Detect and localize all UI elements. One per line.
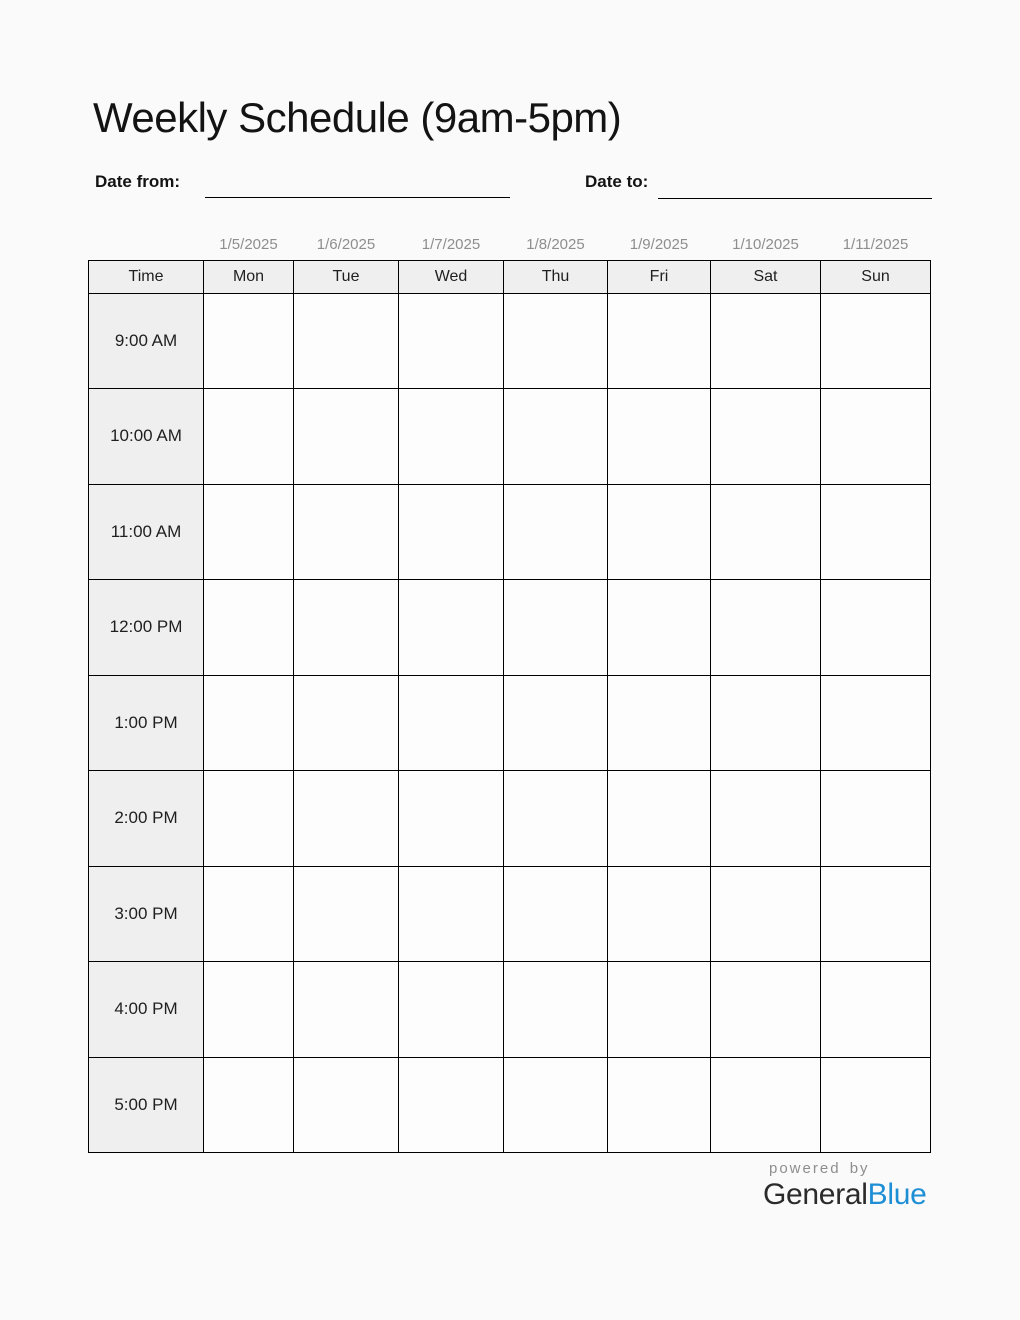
schedule-cell-sun[interactable] — [821, 1057, 931, 1153]
day-header-mon: Mon — [204, 260, 294, 293]
time-slot-label: 9:00 AM — [89, 293, 204, 389]
time-slot-label: 10:00 AM — [89, 389, 204, 485]
schedule-cell-mon[interactable] — [204, 1057, 294, 1153]
schedule-cell-wed[interactable] — [399, 293, 504, 389]
schedule-cell-thu[interactable] — [504, 389, 608, 485]
schedule-cell-wed[interactable] — [399, 962, 504, 1058]
date-from-label: Date from: — [95, 172, 181, 191]
schedule-cell-sun[interactable] — [821, 484, 931, 580]
schedule-cell-thu[interactable] — [504, 293, 608, 389]
schedule-cell-sun[interactable] — [821, 580, 931, 676]
schedule-cell-fri[interactable] — [608, 771, 711, 867]
schedule-cell-fri[interactable] — [608, 389, 711, 485]
time-column-header: Time — [89, 260, 204, 293]
schedule-cell-tue[interactable] — [294, 389, 399, 485]
table-row — [89, 771, 931, 867]
time-slot-label: 4:00 PM — [89, 962, 204, 1058]
schedule-cell-sat[interactable] — [711, 771, 821, 867]
schedule-cell-sat[interactable] — [711, 1057, 821, 1153]
page-title: Weekly Schedule (9am-5pm) — [93, 94, 622, 141]
table-row — [89, 293, 931, 389]
schedule-cell-sat[interactable] — [711, 293, 821, 389]
time-slot-label: 2:00 PM — [89, 771, 204, 867]
week-date: 1/9/2025 — [629, 235, 689, 253]
schedule-cell-wed[interactable] — [399, 389, 504, 485]
week-date: 1/11/2025 — [842, 235, 909, 253]
schedule-cell-sat[interactable] — [711, 389, 821, 485]
schedule-cell-mon[interactable] — [204, 866, 294, 962]
day-header-tue: Tue — [294, 260, 399, 293]
schedule-cell-sun[interactable] — [821, 293, 931, 389]
week-date: 1/10/2025 — [732, 235, 799, 253]
table-row — [89, 389, 931, 485]
schedule-cell-mon[interactable] — [204, 771, 294, 867]
time-slot-label: 3:00 PM — [89, 866, 204, 962]
brand-general: General — [763, 1178, 868, 1211]
day-header-wed: Wed — [399, 260, 504, 293]
schedule-cell-thu[interactable] — [504, 675, 608, 771]
table-row — [89, 962, 931, 1058]
day-header-sun: Sun — [821, 260, 931, 293]
schedule-cell-mon[interactable] — [204, 293, 294, 389]
week-date: 1/6/2025 — [316, 235, 376, 253]
time-slot-label: 1:00 PM — [89, 675, 204, 771]
week-date: 1/7/2025 — [421, 235, 481, 253]
schedule-cell-mon[interactable] — [204, 484, 294, 580]
schedule-cell-tue[interactable] — [294, 771, 399, 867]
day-header-fri: Fri — [608, 260, 711, 293]
schedule-cell-sat[interactable] — [711, 580, 821, 676]
schedule-cell-tue[interactable] — [294, 484, 399, 580]
schedule-cell-sat[interactable] — [711, 484, 821, 580]
schedule-cell-tue[interactable] — [294, 293, 399, 389]
time-slot-label: 11:00 AM — [89, 484, 204, 580]
schedule-cell-wed[interactable] — [399, 580, 504, 676]
schedule-cell-sun[interactable] — [821, 675, 931, 771]
schedule-cell-fri[interactable] — [608, 293, 711, 389]
table-row — [89, 484, 931, 580]
schedule-cell-wed[interactable] — [399, 675, 504, 771]
schedule-cell-tue[interactable] — [294, 580, 399, 676]
schedule-cell-fri[interactable] — [608, 962, 711, 1058]
schedule-cell-mon[interactable] — [204, 580, 294, 676]
generalblue-logo — [763, 1178, 927, 1212]
powered-by-text: powered by — [769, 1160, 870, 1177]
schedule-cell-thu[interactable] — [504, 771, 608, 867]
week-date: 1/5/2025 — [219, 235, 278, 253]
week-date: 1/8/2025 — [526, 235, 585, 253]
time-slot-label: 12:00 PM — [89, 580, 204, 676]
schedule-cell-tue[interactable] — [294, 675, 399, 771]
table-row — [89, 675, 931, 771]
day-header-sat: Sat — [711, 260, 821, 293]
schedule-cell-fri[interactable] — [608, 580, 711, 676]
schedule-cell-thu[interactable] — [504, 484, 608, 580]
brand-blue: Blue — [867, 1178, 927, 1211]
table-header-row — [89, 260, 931, 293]
schedule-cell-fri[interactable] — [608, 484, 711, 580]
schedule-cell-mon[interactable] — [204, 675, 294, 771]
schedule-cell-fri[interactable] — [608, 675, 711, 771]
week-dates-row — [89, 226, 931, 260]
date-from-field[interactable] — [205, 197, 510, 198]
schedule-cell-fri[interactable] — [608, 866, 711, 962]
date-to-label: Date to: — [585, 172, 649, 191]
day-header-thu: Thu — [504, 260, 608, 293]
schedule-cell-sun[interactable] — [821, 771, 931, 867]
schedule-cell-thu[interactable] — [504, 962, 608, 1058]
schedule-cell-fri[interactable] — [608, 1057, 711, 1153]
schedule-cell-tue[interactable] — [294, 1057, 399, 1153]
schedule-cell-wed[interactable] — [399, 866, 504, 962]
time-slot-label: 5:00 PM — [89, 1057, 204, 1153]
schedule-cell-wed[interactable] — [399, 1057, 504, 1153]
weekly-schedule-table — [88, 226, 931, 1153]
schedule-cell-sun[interactable] — [821, 389, 931, 485]
schedule-cell-sun[interactable] — [821, 866, 931, 962]
schedule-cell-wed[interactable] — [399, 771, 504, 867]
schedule-cell-mon[interactable] — [204, 389, 294, 485]
schedule-cell-tue[interactable] — [294, 866, 399, 962]
schedule-cell-sat[interactable] — [711, 866, 821, 962]
schedule-cell-thu[interactable] — [504, 580, 608, 676]
schedule-cell-sun[interactable] — [821, 962, 931, 1058]
table-row — [89, 1057, 931, 1153]
table-row — [89, 580, 931, 676]
dates-row-spacer — [89, 226, 204, 260]
footer — [763, 1160, 927, 1212]
schedule-cell-sat[interactable] — [711, 675, 821, 771]
schedule-cell-wed[interactable] — [399, 484, 504, 580]
schedule-cell-thu[interactable] — [504, 866, 608, 962]
table-row — [89, 866, 931, 962]
date-to-field[interactable] — [658, 198, 932, 199]
schedule-cell-sat[interactable] — [711, 962, 821, 1058]
schedule-cell-tue[interactable] — [294, 962, 399, 1058]
schedule-cell-mon[interactable] — [204, 962, 294, 1058]
schedule-cell-thu[interactable] — [504, 1057, 608, 1153]
